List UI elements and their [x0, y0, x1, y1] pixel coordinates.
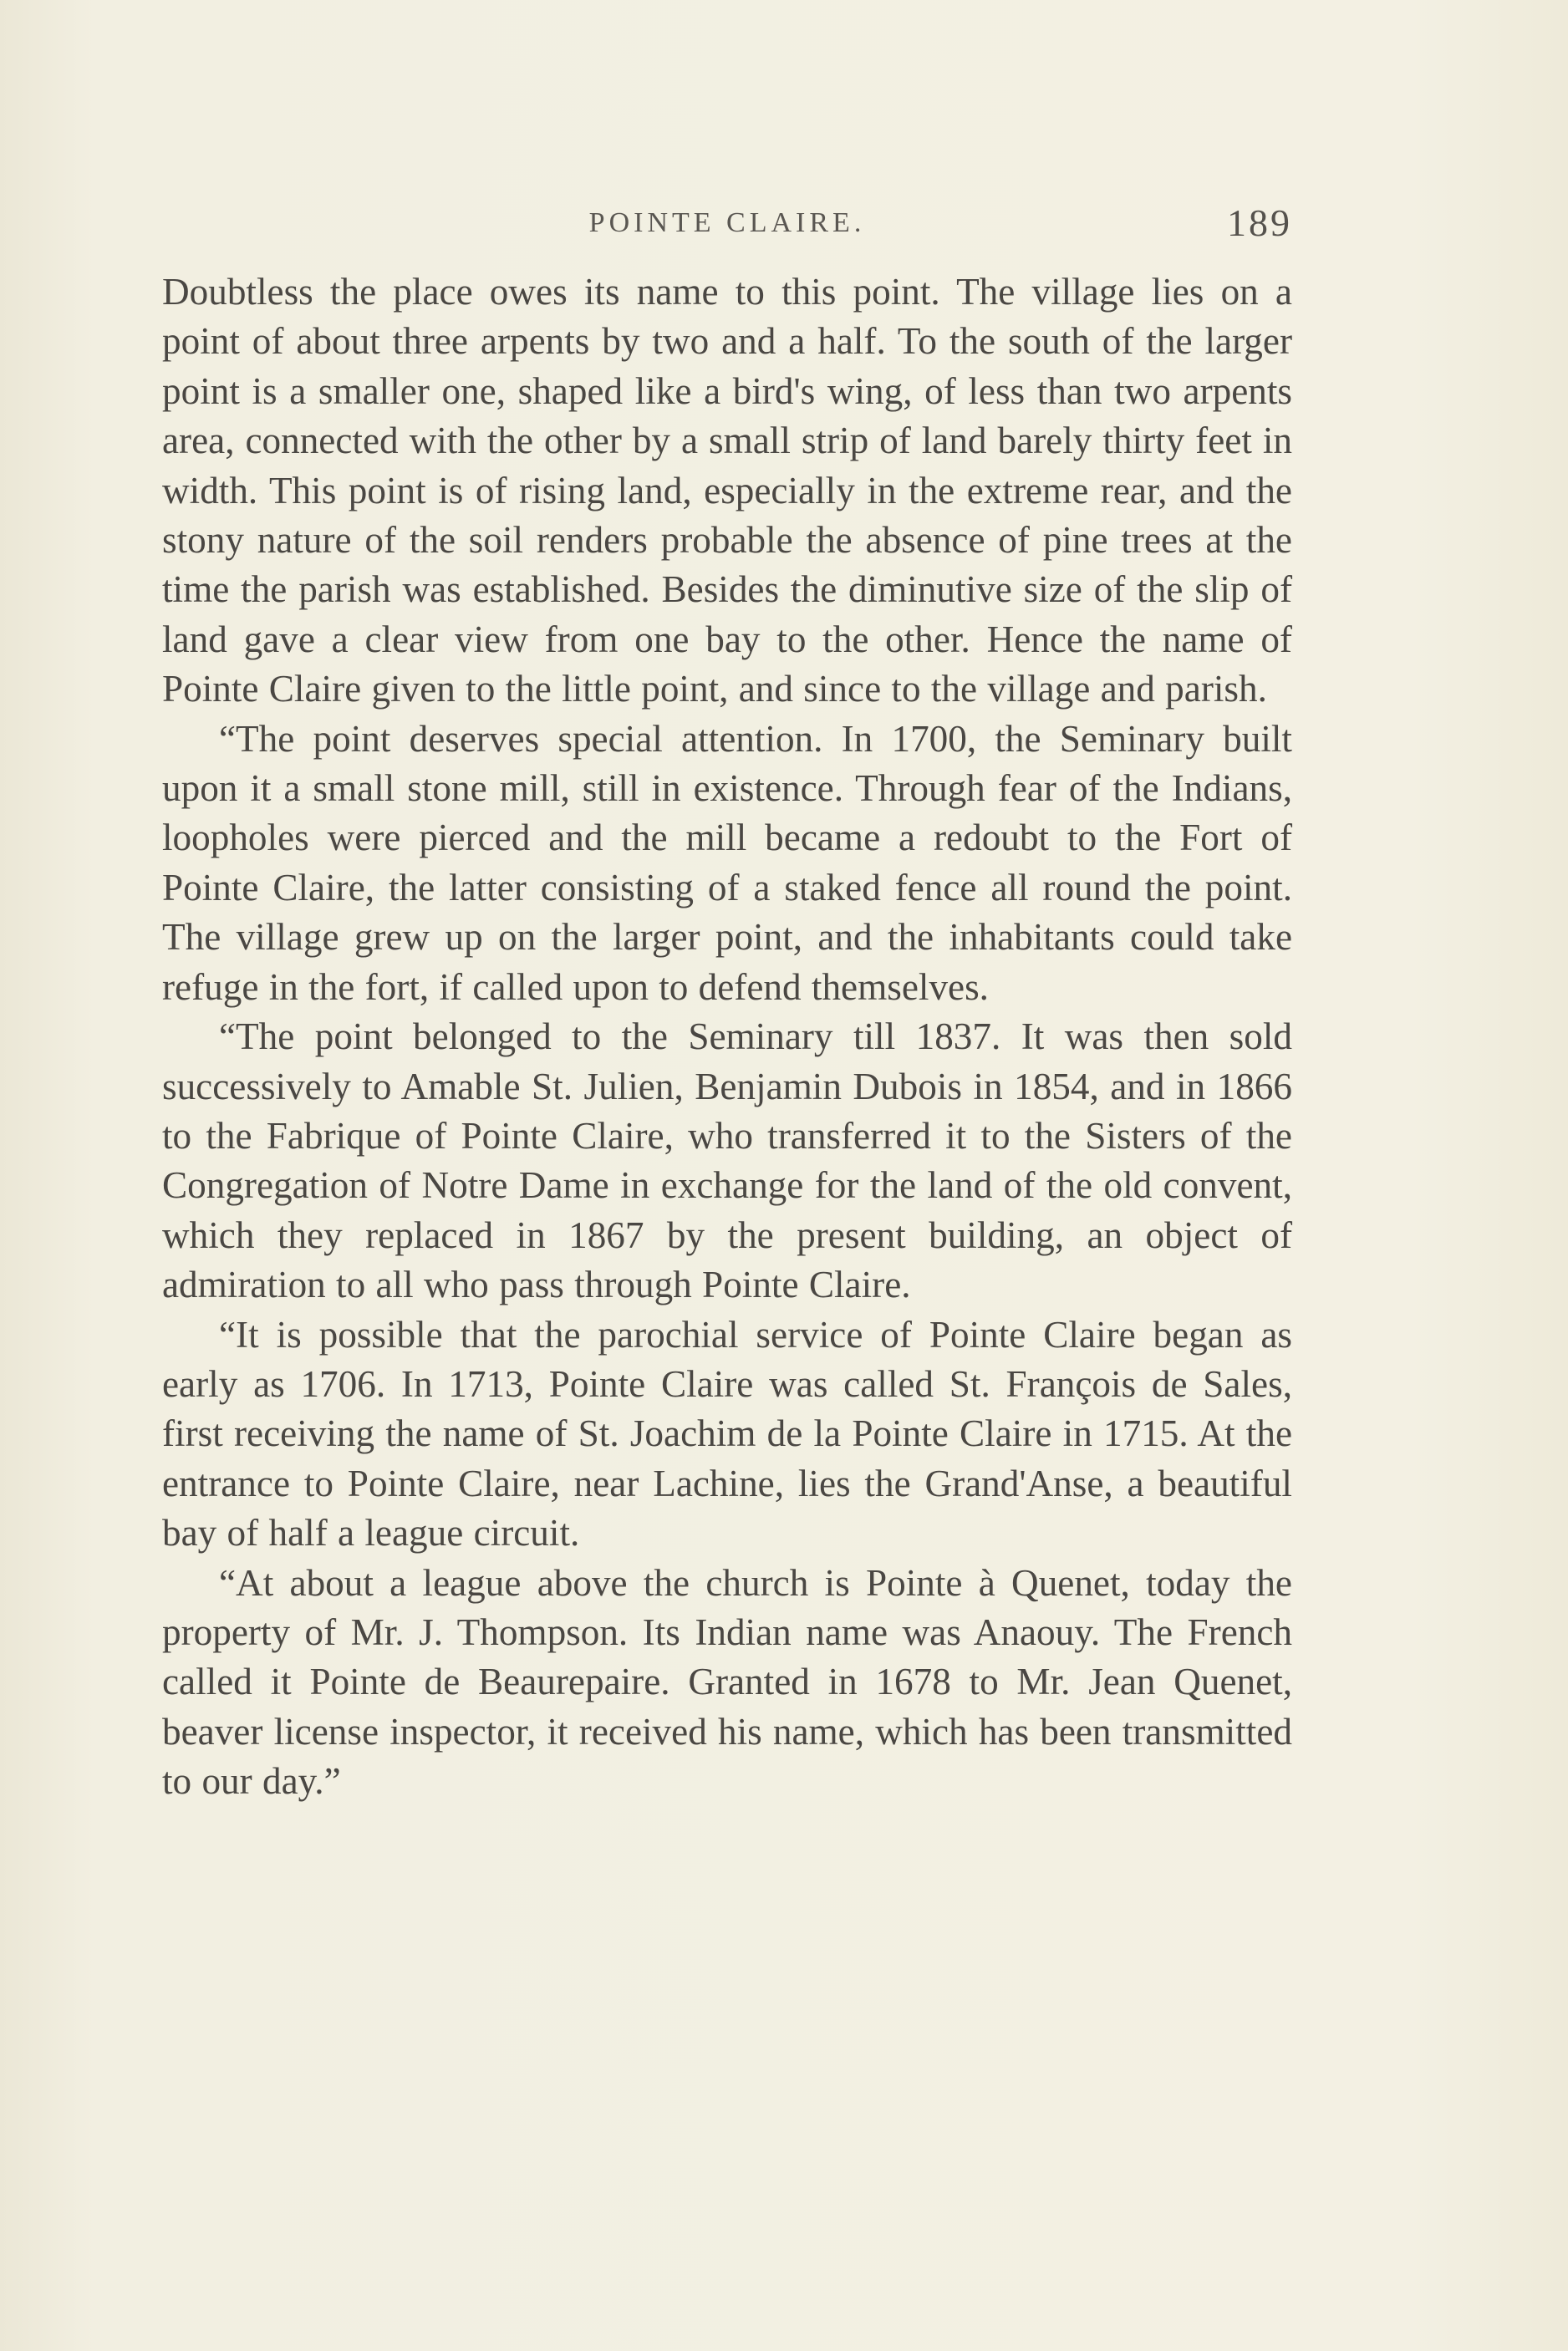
paragraph-4: “It is possible that the parochial service of Pointe Claire began as early as 1706. In 1713, Pointe Claire was called St. François de Sales, first receiving the name of St. Joachim de la Pointe Claire in 1715. At the entrance to Pointe Claire, near Lachine, lies the Grand'Anse, a beautiful bay of half a league circuit.	[162, 1313, 1292, 1555]
paragraph-1: Doubtless the place owes its name to this point. The village lies on a point of about three arpents by two and a half. To the south of the larger point is a smaller one, shaped like a bird's wing, of less than two arpents area, connected with the other by a small strip of land barely thirty feet in width. This point is of rising land, especially in the extreme rear, and the stony nature of the soil renders probable the absence of pine trees at the time the parish was established. Besides the diminutive size of the slip of land gave a clear view from one bay to the other. Hence the name of Pointe Claire given to the little point, and since to the village and parish.	[162, 271, 1292, 710]
paragraph-3: “The point belonged to the Seminary till 1837. It was then sold successively to Amable St. Julien, Benjamin Dubois in 1854, and in 1866 to the Fabrique of Pointe Claire, who transferred it to the Sisters of the Congregation of Notre Dame in exchange for the land of the old convent, which they replaced in 1867 by the present building, an object of admiration to all who pass through Pointe Claire.	[162, 1015, 1292, 1306]
paragraph-5: “At about a league above the church is Pointe à Quenet, today the property of Mr. J. Thompson. Its Indian name was Anaouy. The French called it Pointe de Beaurepaire. Granted in 1678 to Mr. Jean Quenet, beaver license inspector, it received his name, which has been transmitted to our day.”	[162, 1561, 1292, 1803]
running-title: POINTE CLAIRE.	[588, 207, 866, 238]
running-head	[162, 201, 1292, 251]
body-text	[162, 267, 1292, 1807]
page-number: 189	[1227, 201, 1292, 244]
paragraph-2: “The point deserves special attention. In 1700, the Seminary built upon it a small stone mill, still in existence. Through fear of the Indians, loopholes were pierced and the mill became a redoubt to the Fort of Pointe Claire, the latter consisting of a staked fence all round the point. The village grew up on the larger point, and the inhabitants could take refuge in the fort, if called upon to defend themselves.	[162, 717, 1292, 1008]
